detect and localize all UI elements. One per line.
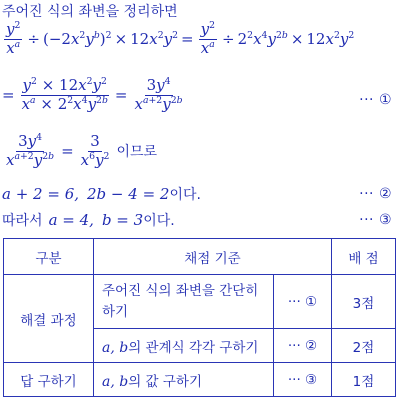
step-ref-2: ··· ② — [359, 186, 392, 202]
equation-line-3: $\frac{3y^4}{x^{a+2}y^{2b}}$ = $\frac{3}{x^6y^2}$ 이므로 — [6, 131, 158, 169]
table-header-row — [4, 239, 396, 275]
equation-line-4 — [2, 184, 201, 204]
row-criterion: a, b의 관계식 각각 구하기 — [94, 329, 274, 363]
header-category: 구분 — [4, 239, 94, 275]
row-points: 1점 — [332, 363, 396, 397]
ida-text-2: 이다. — [143, 213, 175, 229]
table-row — [4, 363, 396, 397]
row-ref: ··· ② — [274, 329, 332, 363]
row-category: 해결 과정 — [4, 275, 94, 363]
eq3-part-b: b = 3 — [101, 211, 144, 229]
table-row — [4, 275, 396, 329]
equation-line-1: $\frac{y^2}{x^a}$ ÷ $(-2x^2y^b)^2$ × $12x^2y^2$ = $\frac{y^2}{x^a}$ ÷ $2^2x^4y^{2b}$ × $12x^2y^2$ — [6, 19, 355, 57]
row-ref: ··· ③ — [274, 363, 332, 397]
intro-text: 주어진 식의 좌변을 정리하면 — [2, 4, 178, 20]
ida-text-1: 이다. — [169, 187, 201, 203]
header-points: 배 점 — [332, 239, 396, 275]
imeuro-text: 이므로 — [116, 144, 158, 161]
step-ref-1: ··· ① — [359, 92, 392, 108]
eq3-part-a: a = 4, — [48, 211, 94, 229]
row-category: 답 구하기 — [4, 363, 94, 397]
equation-line-2: = $\frac{y^2 \times 12x^2y^2}{x^a \times 2^2x^4y^{2b}}$ = $\frac{3y^4}{x^{a+2}y^{2b}}$ — [2, 75, 183, 113]
ttaraseo-text: 따라서 — [2, 213, 43, 229]
row-criterion: a, b의 값 구하기 — [94, 363, 274, 397]
eq2-part-a: a + 2 = 6, — [2, 185, 80, 203]
header-criterion: 채점 기준 — [94, 239, 332, 275]
step-ref-3: ··· ③ — [359, 212, 392, 228]
grading-table — [3, 238, 396, 397]
row-criterion: 주어진 식의 좌변을 간단히 하기 — [94, 275, 274, 329]
row-points: 2점 — [332, 329, 396, 363]
row-points: 3점 — [332, 275, 396, 329]
equation-line-5 — [2, 210, 175, 230]
eq2-part-b: 2b − 4 = 2 — [87, 185, 170, 203]
row-ref: ··· ① — [274, 275, 332, 329]
